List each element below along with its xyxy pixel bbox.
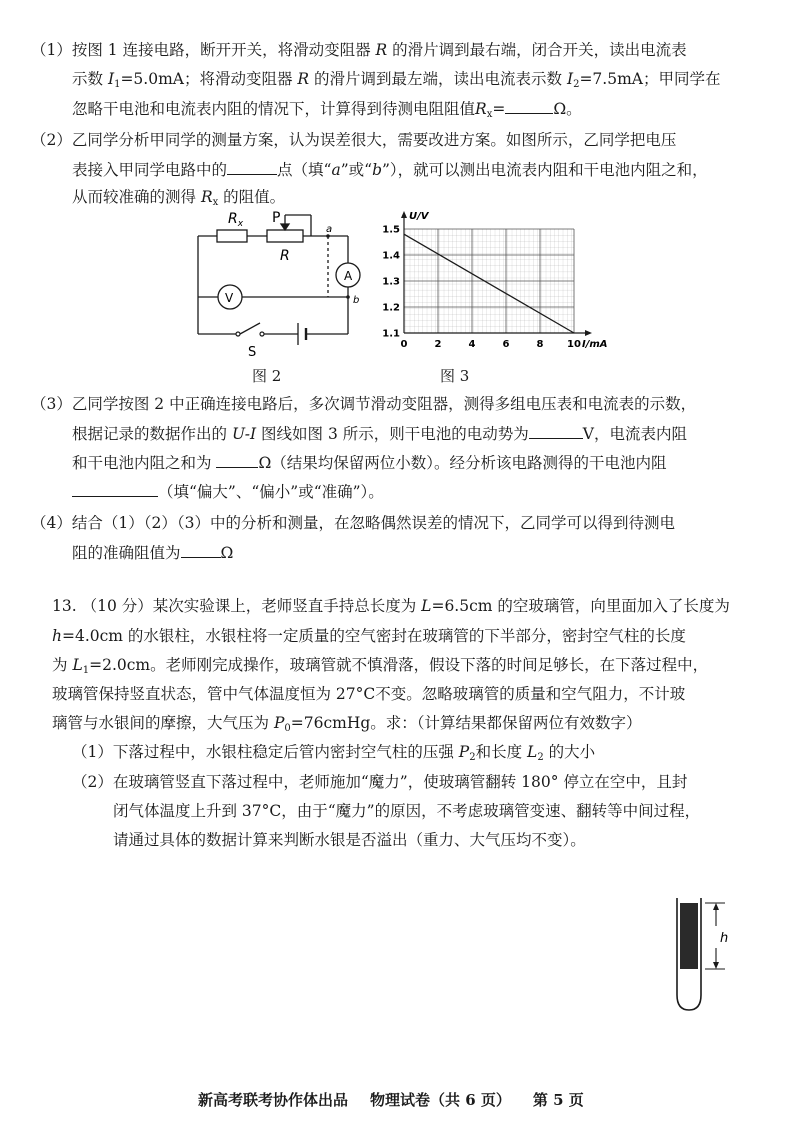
q13-sub2-line2: 闭气体温度上升到 37°C，由于“魔力”的原因，不考虑玻璃管变速、翻转等中间过程， [113,802,701,820]
q12-p2-line2: 表接入甲同学电路中的 点（填“a”或“b”），就可以测出电流表内阻和干电池内阻之和， [72,161,708,179]
y-tick-label: 1.3 [382,276,400,288]
q13-line2: h=4.0cm 的水银柱，水银柱将一定质量的空气密封在玻璃管的下半部分，密封空气柱的长度 [52,627,686,645]
x-axis-label: I/mA [582,339,608,350]
ammeter-label: A [344,269,353,283]
circuit-diagram [190,205,365,360]
answer-blank-rx-final[interactable] [181,542,221,558]
footer-page-number: 第 5 页 [532,1091,584,1109]
y-tick-label: 1.1 [382,328,400,340]
q13-sub1: （1）下落过程中，水银柱稳定后管内密封空气柱的压强 $P_2$和长度 $L_2$ 的大小 [72,743,596,763]
tube-h-label: h [720,931,729,946]
q12-p3-line2: 根据记录的数据作出的 U-I 图线如图 3 所示，则干电池的电动势为 V，电流表内阻 [72,425,687,443]
q13-line5: 璃管与水银间的摩擦，大气压为 $P_0=76cmHg$。求：（计算结果都保留两位有效数字） [52,714,642,734]
q12-p3-line3: 和干电池内阻之和为 Ω（结果均保留两位小数）。经分析该电路测得的干电池内阻 [72,454,667,472]
q12-p1-line1: （1）按图 1 连接电路，断开开关，将滑动变阻器 R 的滑片调到最右端，闭合开关，读出电流表 [31,41,687,59]
figure3-caption: 图 3 [440,367,470,385]
answer-blank-rx[interactable] [505,98,553,114]
x-tick-label: 0 [400,339,408,350]
q12-p4-line1: （4）结合（1）（2）（3）中的分析和测量，在忽略偶然误差的情况下，乙同学可以得到待测电 [31,514,675,532]
switch-label: S [248,345,257,360]
page-footer [198,1089,606,1110]
x-tick-label: 10 [567,339,581,350]
q12-p3-line4: （填“偏大”、“偏小”或“准确”）。 [72,481,384,502]
answer-blank-point[interactable] [227,159,277,175]
x-tick-label: 8 [536,339,544,350]
x-tick-label: 2 [434,339,442,350]
y-tick-label: 1.4 [382,250,400,262]
x-tick-label: 4 [468,339,476,350]
y-tick-label: 1.5 [382,224,400,236]
y-tick-label: 1.2 [382,302,400,314]
q13-line1: 13. （10 分）某次实验课上，老师竖直手持总长度为 L=6.5cm 的空玻璃管，向里面加入了长度为 [52,597,730,615]
q12-p1-line2: 示数 $I_1=5.0mA$；将滑动变阻器 R 的滑片调到最左端，读出电流表示数 $I_2=7.5mA$；甲同学在 [72,70,721,90]
point-a-label: a [326,224,333,235]
x-axis-arrow [585,330,592,336]
rx-label: $R_x$ [228,211,244,229]
q12-p2-line3: 从而较准确的测得 $R_x$ 的阻值。 [72,188,286,208]
footer-paper: 物理试卷（共 6 页） [370,1091,511,1109]
answer-blank-resistance[interactable] [216,452,258,468]
rheostat-label: R [280,248,290,264]
switch-blade [240,323,260,334]
ui-chart [372,205,622,355]
y-axis-arrow [401,211,407,218]
point-b-label: b [353,295,360,306]
answer-blank-emf[interactable] [529,423,583,439]
answer-blank-bias[interactable] [72,481,158,497]
q13-line3: 为 $L_1=2.0cm$。老师刚完成操作，玻璃管就不慎滑落，假设下落的时间足够长，在下落过程中， [52,656,709,676]
q13-sub2-line3: 请通过具体的数据计算来判断水银是否溢出（重力、大气压均不变）。 [113,831,586,849]
q13-line4: 玻璃管保持竖直状态，管中气体温度恒为 27°C不变。忽略玻璃管的质量和空气阻力，不计玻 [52,685,686,703]
q12-p4-line2: 阻的准确阻值为 Ω [72,544,234,562]
q12-p3-line1: （3）乙同学按图 2 中正确连接电路后，多次调节滑动变阻器，测得多组电压表和电流表的示数， [31,395,697,413]
slider-label-p: P [272,210,281,226]
q13-sub2-line1: （2）在玻璃管竖直下落过程中，老师施加“魔力”，使玻璃管翻转 180° 停立在空中，且封 [72,773,688,791]
q12-p1-line3: 忽略干电池和电流表内阻的情况下，计算得到待测电阻阻值$R_x= \Omega$。 [72,100,582,120]
footer-publisher: 新高考联考协作体出品 [198,1091,349,1109]
y-axis-label: U/V [409,211,429,222]
resistor-rx [217,230,247,242]
mercury-column [680,903,698,969]
voltmeter-label: V [225,291,234,305]
figure2-caption: 图 2 [252,367,282,385]
rheostat-r [267,230,303,242]
x-tick-label: 6 [502,339,510,350]
q12-p2-line1: （2）乙同学分析甲同学的测量方案，认为误差很大，需要改进方案。如图所示，乙同学把电压 [31,131,677,149]
glass-tube-figure [660,890,740,1020]
